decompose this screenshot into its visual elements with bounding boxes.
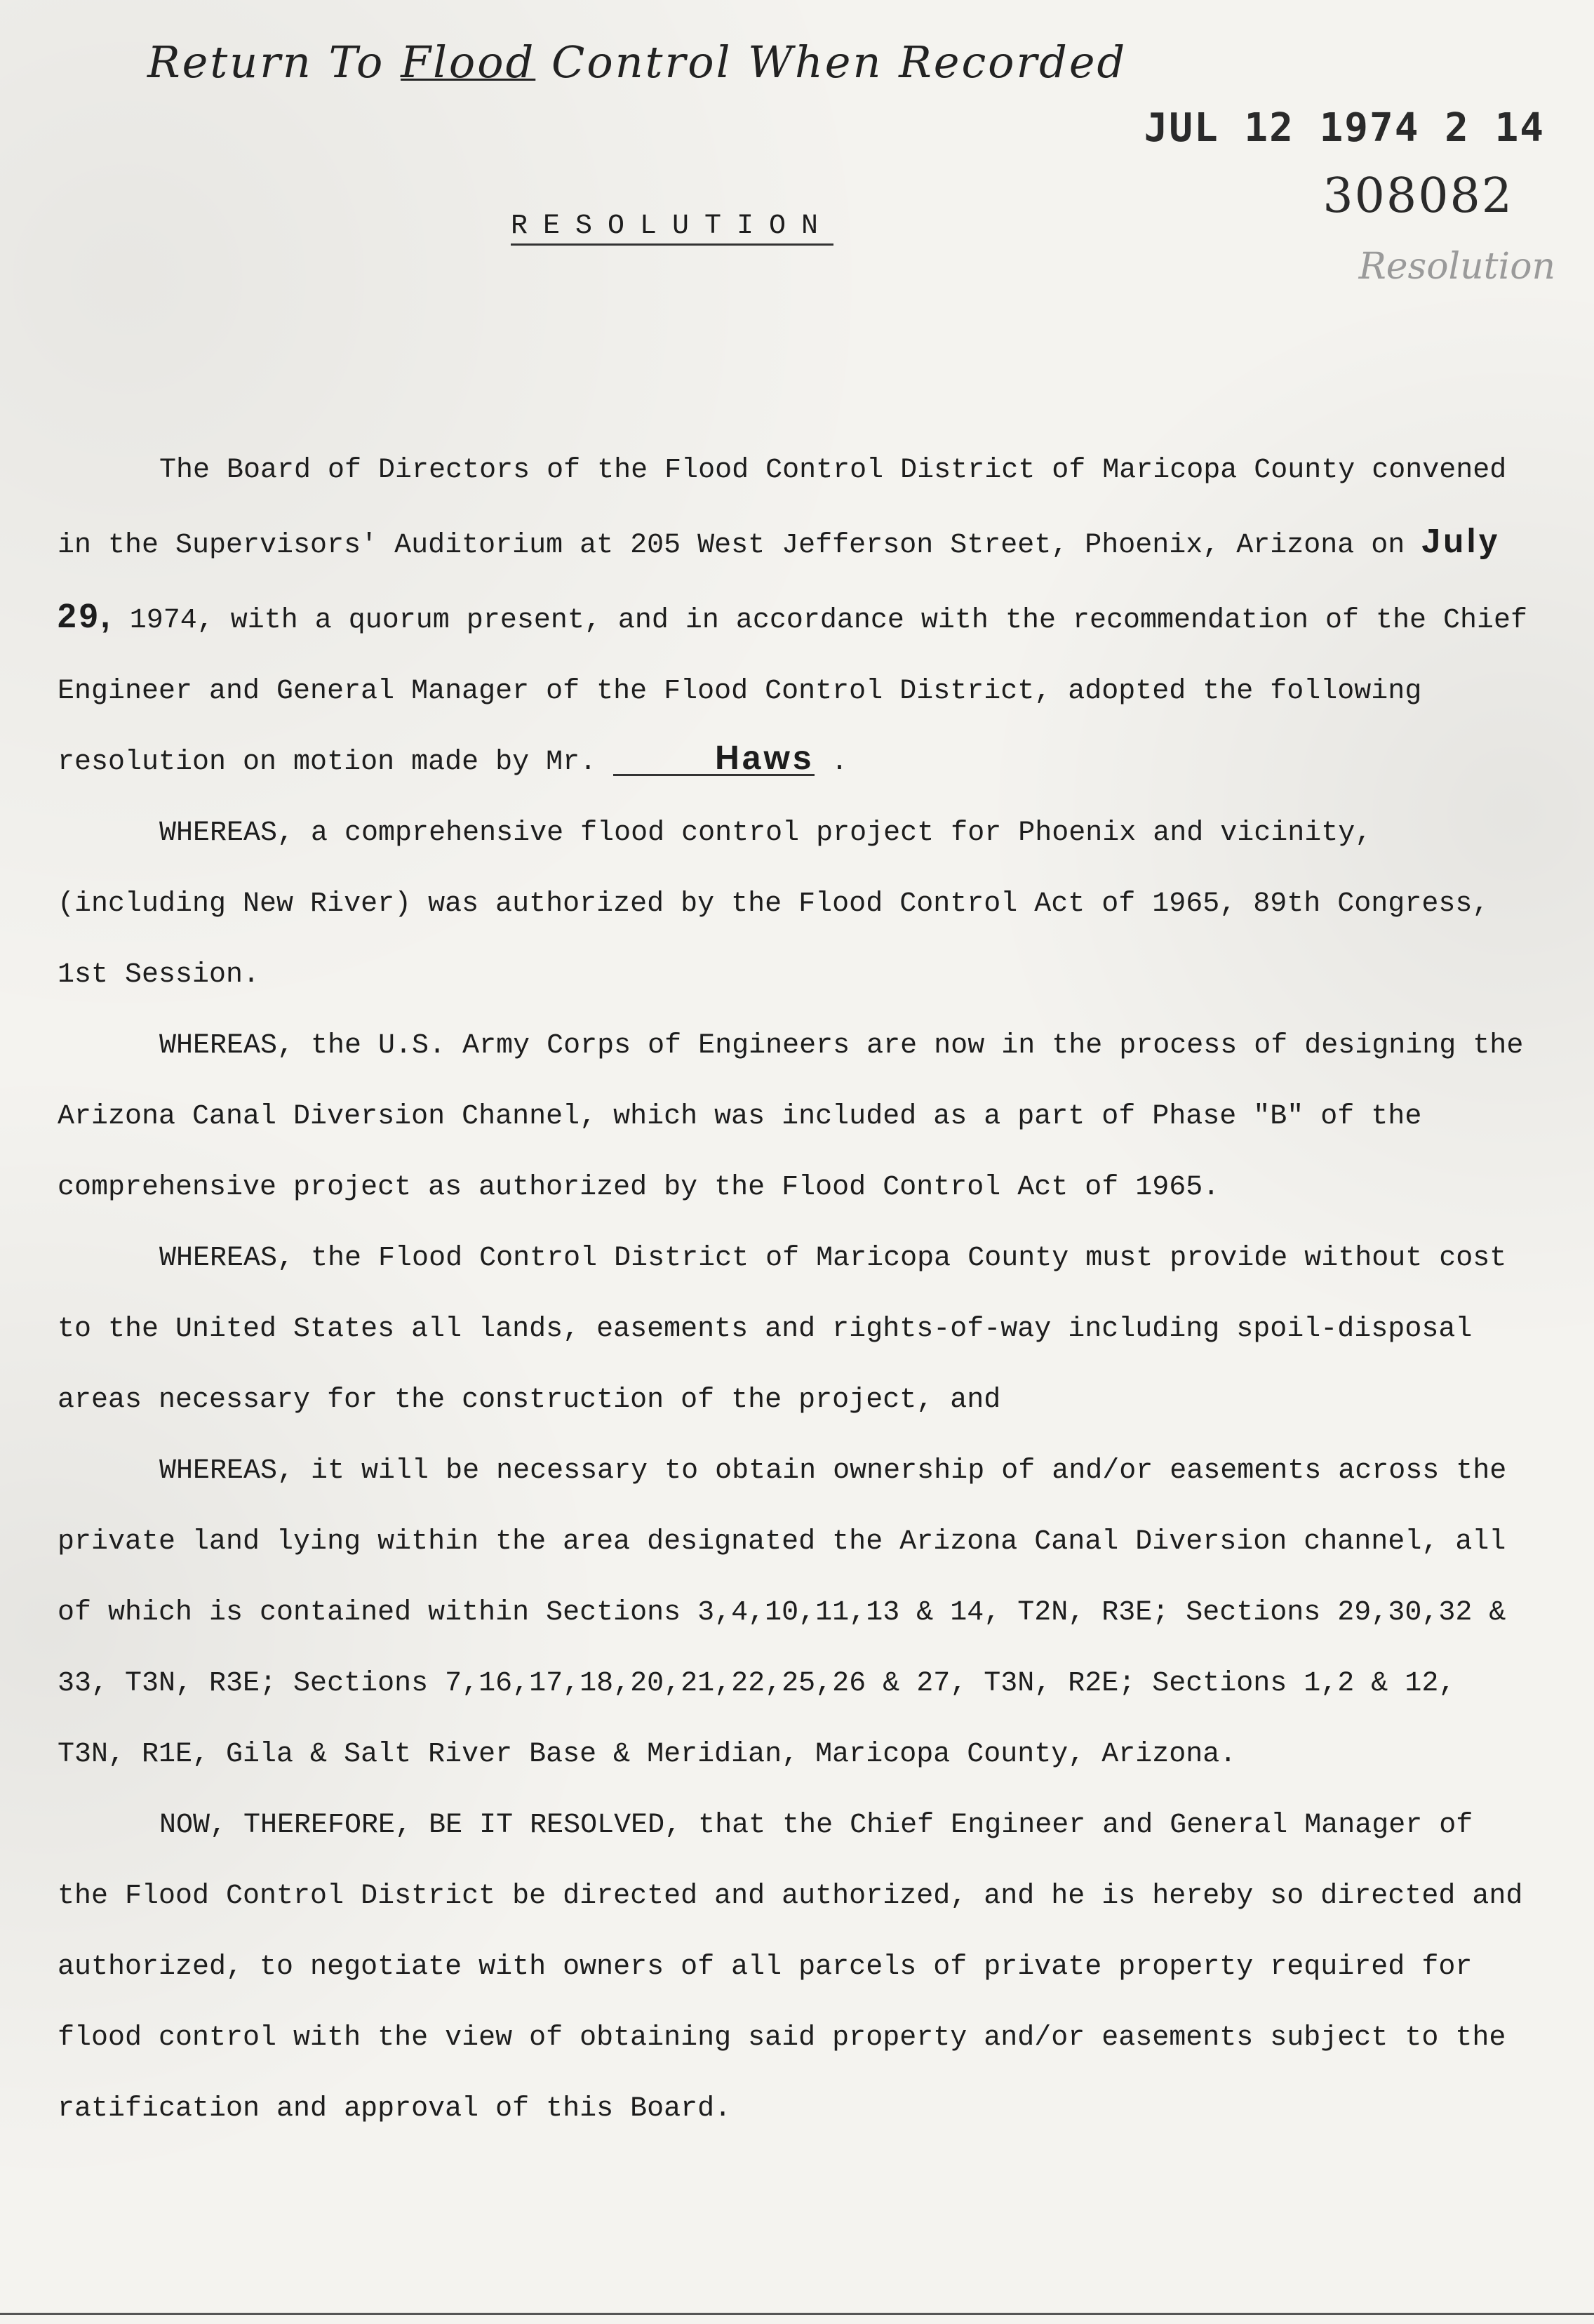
resolution-body (58, 435, 1538, 2144)
intro-text-before-date: The Board of Directors of the Flood Control District of Maricopa County convened in the Supervisors' Auditorium at 205 West Jefferson Street, Phoenix, Arizona on (58, 455, 1507, 561)
whereas-paragraph-2: WHEREAS, the U.S. Army Corps of Engineers are now in the process of designing the Arizona Canal Diversion Channel, which was included as a part of Phase "B" of the comprehensive project as authorized by the Flood Control Act of 1965. (58, 1030, 1524, 1203)
handwritten-prefix: Return To (147, 36, 401, 88)
document-number: 308082 (1322, 168, 1513, 224)
page-bottom-edge (0, 2313, 1594, 2315)
margin-note: Resolution (1358, 246, 1555, 288)
intro-paragraph (58, 435, 1538, 798)
whereas-paragraph-4: WHEREAS, it will be necessary to obtain ownership of and/or easements across the private land lying within the area designated the Arizona Canal Diversion channel, all of which is contained within Sections 3,4,10,11,13 & 14, T2N, R3E; Sections 29,30,32 & 33, T3N, R3E; Sections 7,16,17,18,20,21,22,25,26 & 27, T3N, R2E; Sections 1,2 & 12, T3N, R1E, Gila & Salt River Base & Meridian, Maricopa County, Arizona. (58, 1455, 1507, 1770)
handwritten-return-note (147, 36, 1127, 88)
meeting-date: July 29, (58, 523, 1501, 635)
intro-ending: . (814, 747, 848, 778)
recording-stamp: JUL 12 1974 2 14 (1144, 105, 1545, 151)
document-title: RESOLUTION (511, 211, 833, 246)
whereas-paragraph-3: WHEREAS, the Flood Control District of Maricopa County must provide without cost to the United States all lands, easements and rights-of-way including spoil-disposal areas necessary for the construction of the project, and (58, 1243, 1507, 1416)
resolved-paragraph: NOW, THEREFORE, BE IT RESOLVED, that the Chief Engineer and General Manager of the Flood Control District be directed and authorized, and he is hereby so directed and authorized, to negotiate with owners of all parcels of private property required for flood control with the view of obtaining said property and/or easements subject to the ratification and approval of this Board. (58, 1810, 1523, 2125)
handwritten-suffix: Control When Recorded (535, 36, 1127, 88)
handwritten-underlined-word: Flood (401, 36, 536, 88)
whereas-paragraph-1: WHEREAS, a comprehensive flood control project for Phoenix and vicinity, (including New River) was authorized by the Flood Control Act of 1965, 89th Congress, 1st Session. (58, 817, 1489, 991)
mover-name: Haws (613, 743, 814, 776)
intro-text-after-date: 1974, with a quorum present, and in accordance with the recommendation of the Chief Engineer and General Manager of the Flood Control District, adopted the following resolution on motion made by Mr. (58, 605, 1528, 778)
